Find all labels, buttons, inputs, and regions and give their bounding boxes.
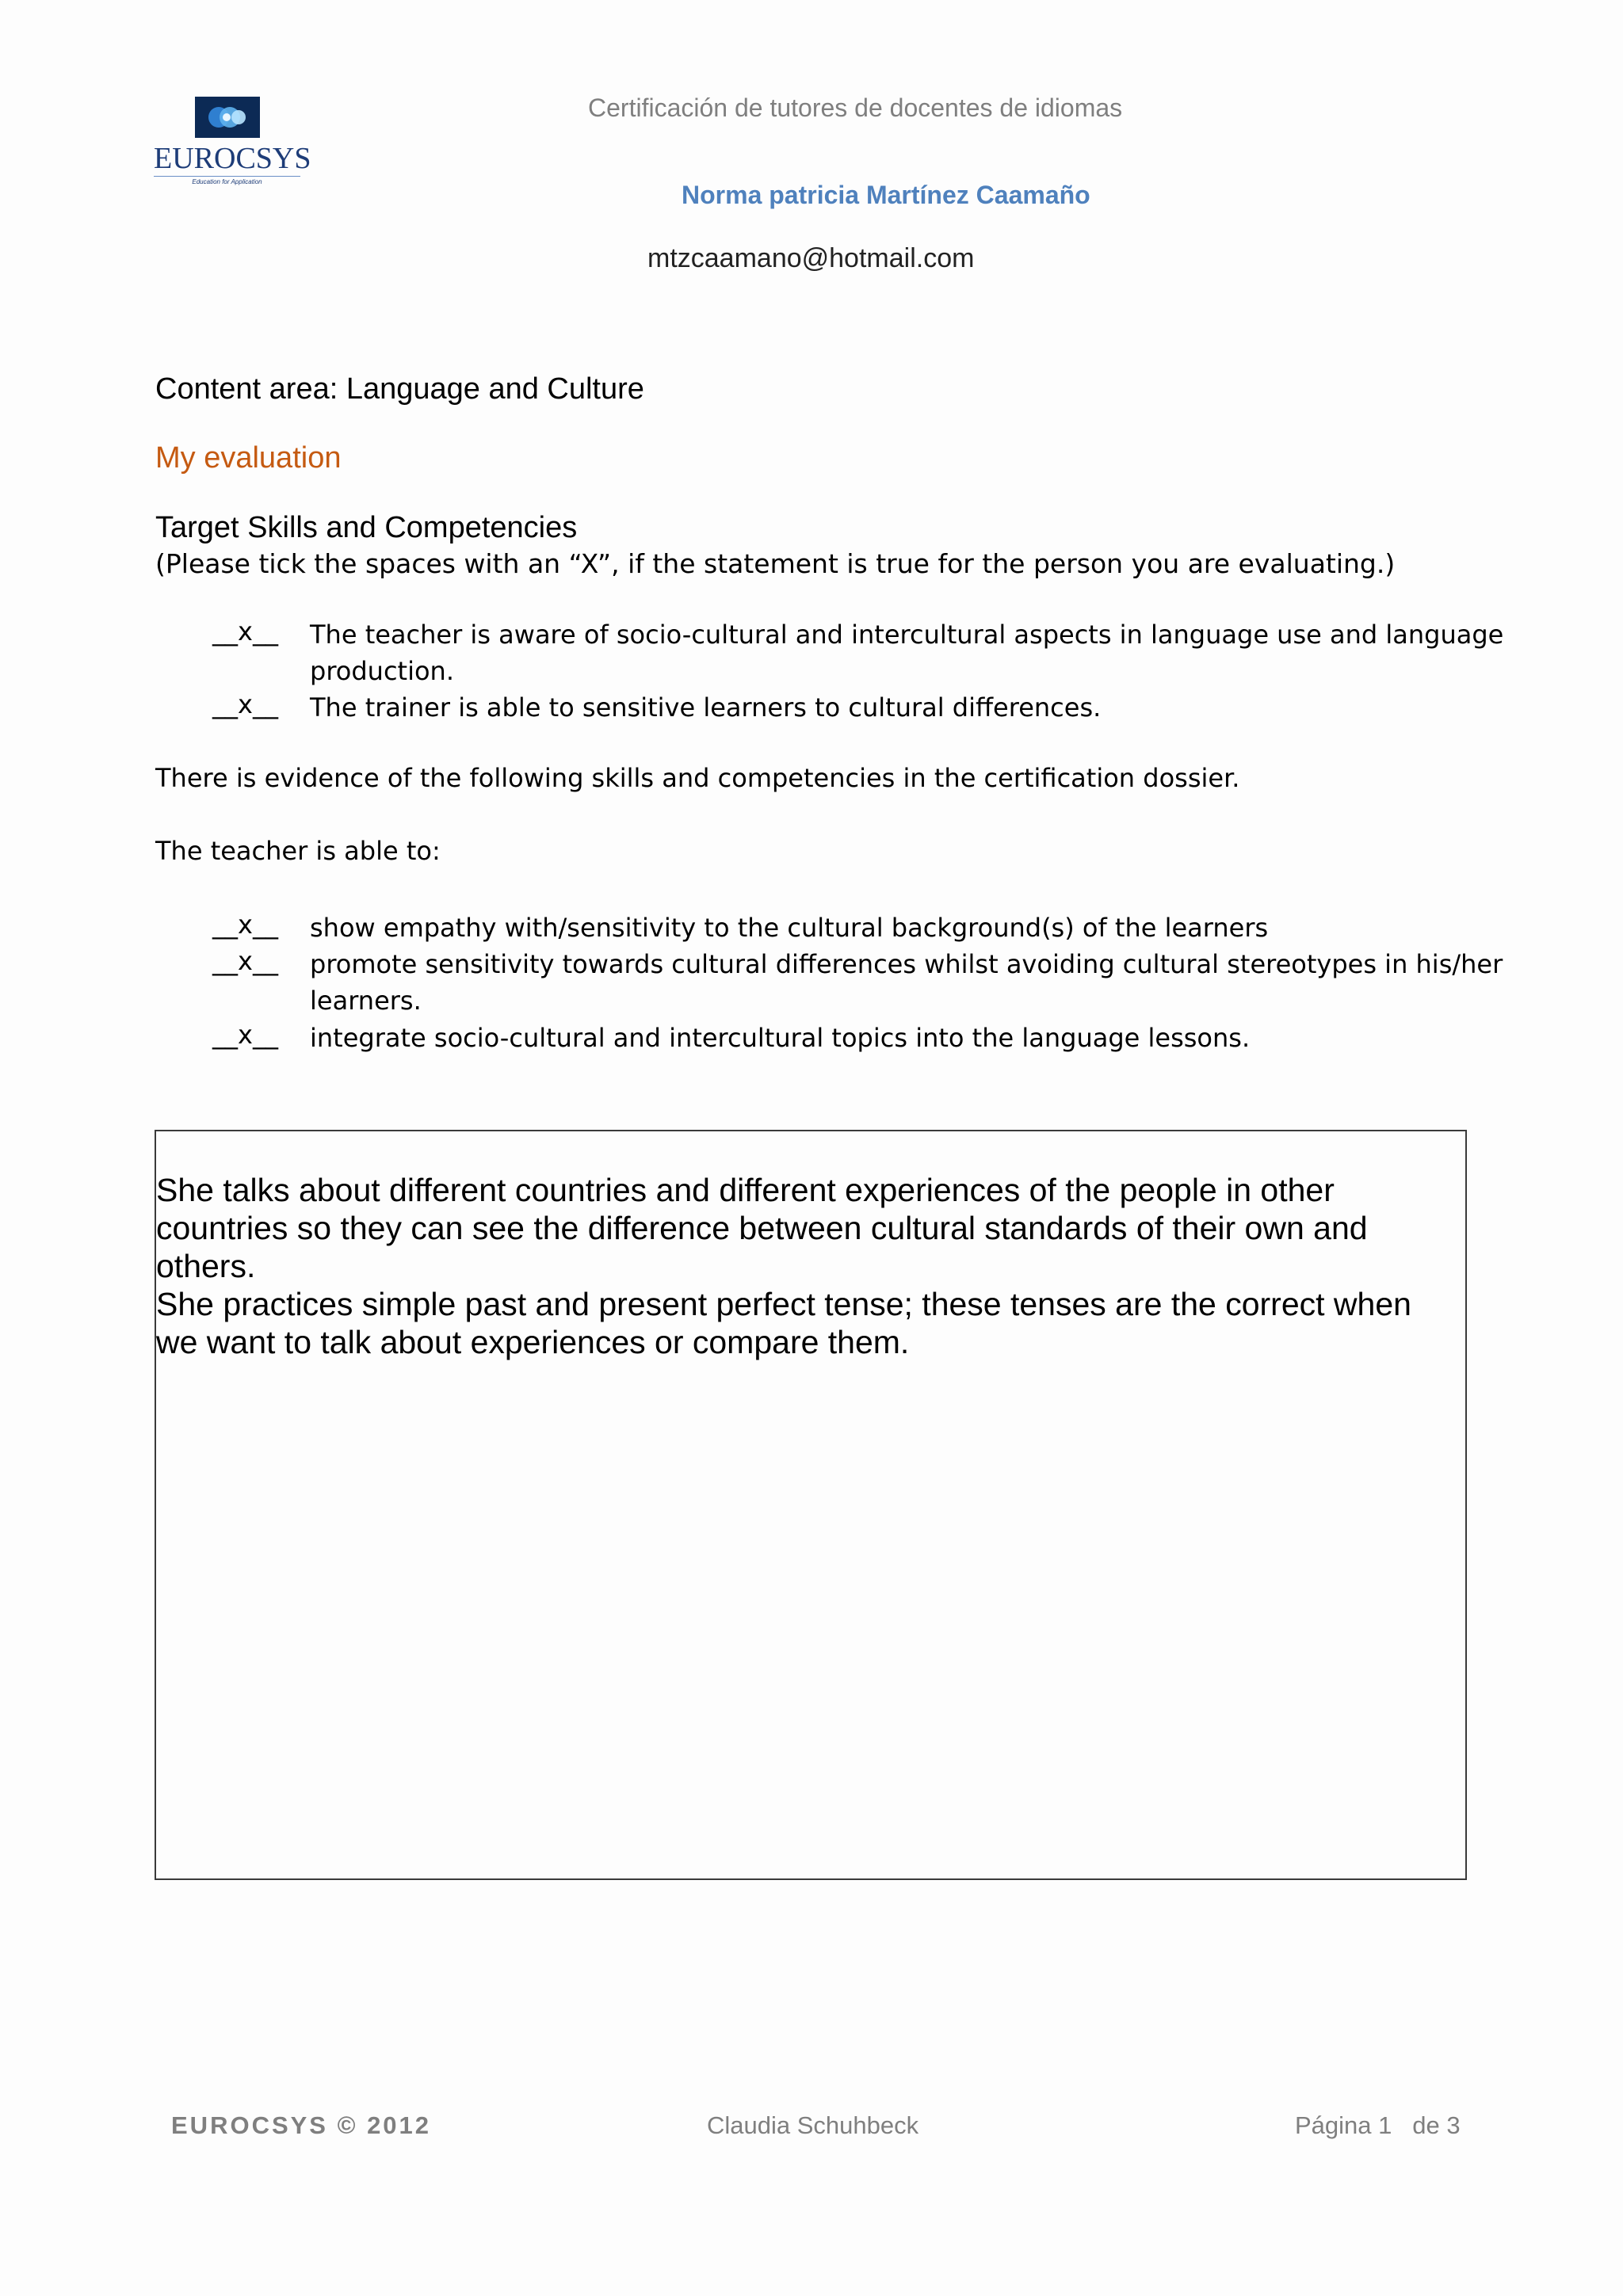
footer-brand <box>171 2111 431 2140</box>
logo-wordmark: EUROCSYS <box>154 142 311 175</box>
ability-item-text: integrate socio-cultural and intercultural topics into the language lessons. <box>310 1023 1251 1053</box>
my-evaluation-heading: My evaluation <box>155 441 342 475</box>
logo-tagline: Education for Application <box>154 176 300 185</box>
tick-mark[interactable]: __x__ <box>212 689 278 719</box>
footer-page-number <box>1295 2111 1461 2140</box>
skills-instruction: (Please tick the spaces with an “X”, if the statement is true for the person you are evaluating.) <box>155 548 1396 579</box>
checklist-item-text: The teacher is aware of socio-cultural and intercultural aspects in language use and language production. <box>310 620 1504 686</box>
footer-copyright: © 2012 <box>337 2111 432 2139</box>
evaluee-email: mtzcaamano@hotmail.com <box>647 243 975 273</box>
ability-item-text: promote sensitivity towards cultural differences whilst avoiding cultural stereotypes in his/her learners. <box>310 949 1503 1016</box>
evaluee-name: Norma patricia Martínez Caamaño <box>682 181 1090 209</box>
tick-mark[interactable]: __x__ <box>212 616 278 646</box>
evidence-statement: There is evidence of the following skills and competencies in the certification dossier. <box>155 763 1240 793</box>
checklist-item-text: The trainer is able to sensitive learners to cultural differences. <box>310 692 1102 723</box>
tick-mark[interactable]: __x__ <box>212 910 278 940</box>
evaluation-comment-box[interactable] <box>155 1130 1467 1880</box>
page-label: Página 1 <box>1295 2111 1392 2139</box>
teacher-able-heading: The teacher is able to: <box>155 836 441 866</box>
footer-brand-name: EUROCSYS <box>171 2111 328 2139</box>
page-of: de 3 <box>1412 2111 1461 2139</box>
document-header-title: Certificación de tutores de docentes de idiomas <box>588 93 1123 122</box>
skills-title: Target Skills and Competencies <box>155 511 578 544</box>
ability-item-text: show empathy with/sensitivity to the cultural background(s) of the learners <box>310 913 1269 943</box>
footer-author: Claudia Schuhbeck <box>707 2111 919 2139</box>
tick-mark[interactable]: __x__ <box>212 1020 278 1050</box>
tick-mark[interactable]: __x__ <box>212 946 278 976</box>
logo-emblem <box>195 97 260 138</box>
content-area-heading: Content area: Language and Culture <box>155 372 644 406</box>
eurocsys-logo <box>154 97 311 190</box>
evaluation-comment-text[interactable]: She talks about different countries and different experiences of the people in other countries so they can see the difference between cultural standards of their own and others. She practices simple past and present perfect tense; these tenses are the correct when we want to talk about experiences or compare them. <box>156 1172 1411 1360</box>
